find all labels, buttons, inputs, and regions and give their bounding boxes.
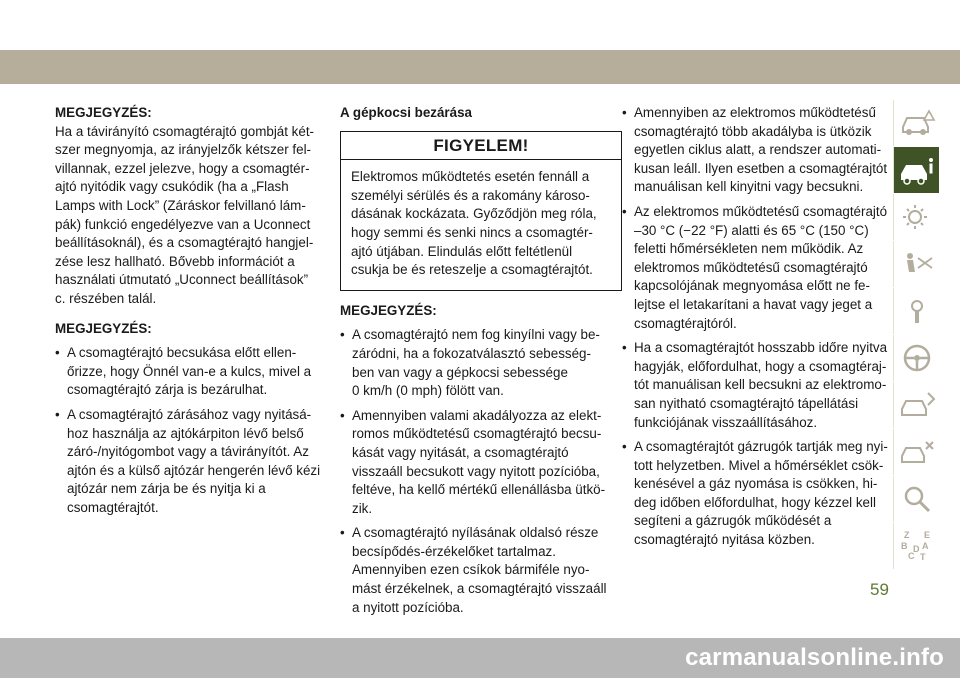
text-line: dásának kockázata. Győződjön meg róla,: [351, 206, 597, 222]
chapter-tabs: [893, 100, 939, 570]
key-start-icon: [898, 293, 936, 329]
text-line: Amennyiben az elektromos működtetésű: [634, 105, 876, 120]
note-heading: MEGJEGYZÉS:: [55, 105, 152, 120]
text-line: ajtó nyitódik vagy csukódik (ha a „Flash: [55, 179, 289, 195]
text-line: csomagtérajtó zárja is bezárulhat.: [67, 382, 268, 398]
warning-title: FIGYELEM!: [341, 132, 621, 161]
text-line: Az elektromos működtetésű csomagtérajtó: [634, 203, 888, 219]
text-line: romos működtetésű csomagtérajtó becsu-: [352, 426, 602, 442]
text-line: A csomagtérajtó nyílásának oldalsó része: [352, 525, 599, 541]
text-line: kenésével a gáz nyomása is csökken, hi-: [634, 476, 878, 492]
text-line: Ha a távirányító csomagtérajtó gombját két-: [55, 123, 315, 139]
text-line: zése lesz hallható. Bővebb információt a: [55, 253, 295, 269]
tab-dashboard[interactable]: [893, 194, 939, 240]
text-line: c. részében talál.: [55, 290, 157, 306]
column-right: [622, 104, 892, 550]
tab-maintenance[interactable]: [893, 429, 939, 475]
text-line: csomagtérajtó nyitása közben.: [634, 532, 815, 548]
text-line: egyetlen ciklus alatt, a rendszer automati-: [634, 142, 882, 158]
text-line: szer megnyomja, az irányjelzők kétszer fel-: [55, 142, 311, 158]
text-line: tott helyzetben. Mivel a hőmérséklet csök-: [634, 457, 884, 473]
text-line: funkciójának visszaállításához.: [634, 414, 818, 430]
alphabet-index-icon: [898, 528, 936, 564]
bullet-symbol: •: [340, 525, 345, 541]
text-line: elektromos működtetésű csomagtérajtó: [634, 259, 868, 275]
magnifier-icon: [898, 481, 936, 517]
index-letter: B: [900, 541, 907, 551]
note-heading: MEGJEGYZÉS:: [55, 320, 152, 336]
text-line: kapcsolójának megnyomása előtt ne fe-: [634, 278, 870, 294]
text-line: mást érzékelnek, a csomagtérajtó visszaáll: [352, 581, 607, 597]
car-info-icon: [898, 152, 936, 188]
index-letter: A: [921, 541, 928, 551]
text-line: segíteni a gázrugók működését a: [634, 513, 832, 529]
bullet-item: [622, 203, 892, 333]
page-number: 59: [870, 580, 889, 599]
text-line: visszaáll becsukott vagy nyitott pozícióba,: [352, 463, 600, 479]
tab-emergency[interactable]: [893, 382, 939, 428]
text-line: záró-/nyitógombot vagy a távirányítót. Az: [67, 444, 309, 460]
index-letter: Z: [903, 530, 909, 540]
text-line: csomagtérajtót.: [67, 499, 159, 515]
tab-starting[interactable]: [893, 288, 939, 334]
text-line: csukja be és reteszelje a csomagtérajtót.: [351, 262, 593, 278]
bullet-item: [622, 104, 892, 197]
text-line: ajtó útjában. Elindulás előtt feltétlenül: [351, 243, 573, 259]
text-line: zik.: [352, 500, 373, 516]
warning-text: [341, 160, 621, 290]
car-safety-icon: [898, 246, 936, 282]
bullet-item: [340, 326, 622, 400]
text-line: manuálisan kell kinyitni vagy becsukni.: [634, 179, 864, 195]
note-heading: MEGJEGYZÉS:: [340, 302, 437, 318]
text-line: tót manuálisan kell becsukni az elektromo-: [634, 377, 887, 393]
index-letter: C: [907, 551, 914, 561]
tab-getting-to-know[interactable]: [893, 147, 939, 193]
bullet-item: [340, 407, 622, 519]
car-tools-icon: [898, 434, 936, 470]
watermark-band: [0, 638, 960, 678]
text-line: Amennyiben ezen csíkok bármiféle nyo-: [352, 562, 590, 578]
top-header-band: [0, 50, 960, 84]
text-line: záródni, ha a fokozatválasztó sebesség-: [352, 345, 591, 361]
note-paragraph: [55, 123, 337, 309]
bullet-symbol: •: [340, 407, 345, 423]
text-line: használati útmutató „Uconnect beállítások”: [55, 272, 309, 288]
text-line: A csomagtérajtó nem fog kinyílni vagy be-: [352, 327, 600, 343]
text-line: A csomagtérajtó becsukása előtt ellen-: [67, 345, 297, 361]
bullet-symbol: •: [622, 439, 627, 455]
text-line: kását vagy nyitását, a csomagtérajtó: [352, 444, 569, 460]
text-line: őrizze, hogy Önnél van-e a kulcs, mivel a: [67, 363, 312, 379]
text-line: feletti hőmérsékleten nem működik. Az: [634, 241, 864, 257]
text-line: hagyják, előfordulhat, hogy a csomagtéraj-: [634, 358, 887, 374]
watermark-text: carmanualsonline.info: [685, 644, 944, 671]
index-letter: T: [919, 552, 925, 562]
text-line: kusan leáll. Ilyen esetben a csomagtérajtót: [634, 160, 888, 176]
text-line: feltéve, ha kellő mértékű ellenállásba ütkö-: [352, 482, 606, 498]
text-line: beállításoknál), és a csomagtérajtó hangjel-: [55, 235, 314, 251]
bullet-symbol: •: [55, 406, 60, 422]
text-line: Lamps with Lock” (Záráskor felvillanó lám-: [55, 197, 306, 213]
text-line: deg időben előfordulhat, hogy kézzel kell: [634, 494, 876, 510]
tab-driving[interactable]: [893, 335, 939, 381]
bullet-item: [622, 339, 892, 432]
index-letter: D: [912, 544, 919, 554]
tab-warnings[interactable]: [893, 100, 939, 146]
text-line: san nyitható csomagtérajtó tápellátási: [634, 395, 859, 411]
tab-safety[interactable]: [893, 241, 939, 287]
text-line: csomagtérajtó több akadályba is ütközik: [634, 123, 872, 139]
tab-search[interactable]: [893, 476, 939, 522]
text-line: becsípődés-érzékelőket tartalmaz.: [352, 543, 556, 559]
text-line: személyi sérülés és a rakomány károso-: [351, 187, 590, 203]
text-line: Ha a csomagtérajtót hosszabb időre nyitva: [634, 340, 888, 356]
bullet-symbol: •: [622, 105, 627, 120]
car-warning-icon: [898, 105, 936, 141]
bullet-symbol: •: [622, 340, 627, 356]
text-line: ben van vagy a gépkocsi sebessége: [352, 364, 568, 380]
text-line: hoz használja az ajtókárpiton lévő belső: [67, 425, 304, 441]
text-line: hogy semmi és senki nincs a csomagtér-: [351, 224, 593, 240]
tab-index[interactable]: [893, 523, 939, 569]
text-line: villannak, ezzel jelezve, hogy a csomagtér-: [55, 160, 310, 176]
bullet-symbol: •: [55, 345, 60, 361]
text-line: a nyitott pozícióba.: [352, 599, 464, 615]
text-line: pák) funkció engedélyezve van a Uconnect: [55, 216, 311, 232]
text-line: A csomagtérajtó zárásához vagy nyitásá-: [67, 406, 312, 422]
text-line: Elektromos működtetés esetén fennáll a: [351, 169, 590, 185]
dashboard-light-icon: [898, 199, 936, 235]
bullet-item: [55, 406, 337, 518]
text-line: A csomagtérajtót gázrugók tartják meg nyi-: [634, 439, 888, 455]
steering-wheel-icon: [898, 340, 936, 376]
bullet-symbol: •: [622, 203, 627, 219]
text-line: lejtse el letakarítani a havat vagy jeget a: [634, 296, 873, 312]
text-line: 0 km/h (0 mph) fölött van.: [352, 383, 504, 399]
text-line: –30 °C (−22 °F) alatti és 65 °C (150 °C): [634, 222, 869, 238]
section-title: A gépkocsi bezárása: [340, 105, 472, 120]
bullet-item: [55, 344, 337, 400]
index-letter: E: [923, 530, 930, 540]
column-middle: [340, 104, 622, 617]
bullet-item: [622, 438, 892, 550]
bullet-item: [340, 524, 622, 617]
warning-box: [340, 131, 622, 291]
text-line: csomagtérajtóról.: [634, 315, 737, 331]
text-line: Amennyiben valami akadályozza az elekt-: [352, 407, 602, 423]
bullet-symbol: •: [340, 327, 345, 343]
car-service-icon: [898, 387, 936, 423]
text-line: ajtón és a külső ajtózár hengerén lévő kézi: [67, 462, 321, 478]
text-line: ajtózár nem zárja be és nyitja ki a: [67, 481, 266, 497]
column-left: [55, 104, 337, 517]
